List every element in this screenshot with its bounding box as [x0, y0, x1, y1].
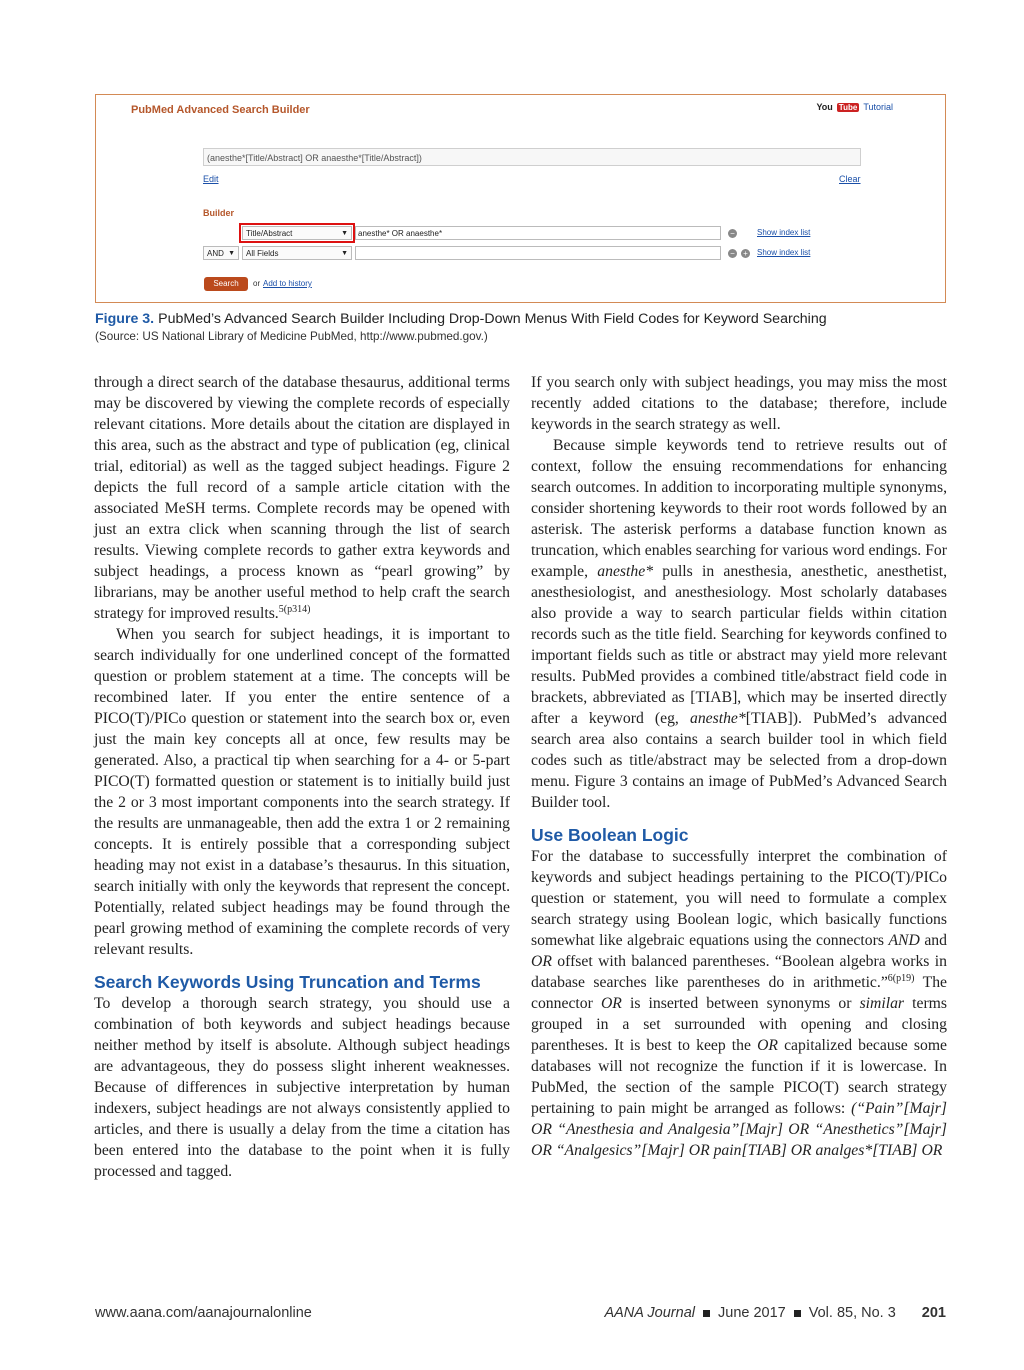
query-box[interactable]: (anesthe*[Title/Abstract] OR anaesthe*[Title/Abstract])	[203, 148, 861, 166]
paragraph-text: through a direct search of the database thesaurus, additional terms may be discovered by viewing the complete records of especially relevant citations. More details about the citation are displayed in this area, such as the abstract and type of publication (eg, clinical trial, editorial) as well as the tagged subject headings. Figure 2 depicts the full record of a sample article citation with the associated MeSH terms. Complete records may be opened with just an extra click when scanning through the list of search results. Viewing complete records to gather extra keywords and subject headings, a process known as “pearl growing” by librarians, may be another useful method to help craft the search strategy for improved results.	[94, 374, 510, 622]
footer-citation	[604, 1305, 946, 1321]
field-select-value: Title/Abstract	[246, 229, 293, 238]
footer-url: www.aana.com/aanajournalonline	[95, 1305, 312, 1321]
italic-term: anesthe*	[597, 563, 654, 580]
paragraph	[531, 435, 947, 813]
issue-date: June 2017	[718, 1305, 786, 1321]
square-separator-icon	[703, 1310, 710, 1317]
remove-row-icon[interactable]: −	[728, 229, 737, 238]
section-heading: Use Boolean Logic	[531, 825, 689, 845]
paragraph-text: For the database to successfully interpret the combination of keywords and subject headings pertaining to the PICO(T)/PICo question or statement, you will need to formulate a complex search strategy using Boolean logic, which basically functions somewhat like algebraic equations using the connectors	[531, 848, 947, 949]
paragraph	[531, 846, 947, 1161]
or-text: or	[253, 279, 261, 288]
caption-label: Figure 3.	[95, 311, 155, 327]
italic-term: OR	[757, 1037, 778, 1054]
citation-superscript: 5(p314)	[278, 603, 311, 615]
dropdown-caret-icon: ▼	[228, 250, 235, 257]
paragraph-text: offset with balanced parentheses. “Boolean algebra works in database searches like parentheses do in arithmetic.”	[531, 953, 947, 991]
journal-name: AANA Journal	[604, 1305, 695, 1321]
operator-select[interactable]	[203, 246, 239, 260]
section-heading: Search Keywords Using Truncation and Terms	[94, 972, 481, 992]
paragraph-text: pulls in anesthesia, anesthetic, anesthetist, anesthesiologist, and anesthesiology. Most scholarly databases also provide a way to search particular fields within citation records such as the title field. Searching for keywords confined to important fields such as title or abstract may yield more relevant results. PubMed provides a combined title/abstract field code in brackets, abbreviated as [TIAB], which may be inserted directly after a keyword (eg,	[531, 563, 947, 727]
figure-screenshot	[95, 94, 946, 303]
paragraph-text: and	[919, 932, 947, 949]
field-select-value: All Fields	[246, 249, 279, 258]
italic-term: anesthe*	[689, 710, 746, 727]
operator-value: AND	[207, 249, 224, 258]
tutorial-label: Tutorial	[863, 102, 893, 112]
field-select-row2[interactable]	[242, 246, 352, 260]
italic-term: similar	[859, 995, 905, 1012]
clear-link[interactable]: Clear	[839, 174, 861, 184]
paragraph-text: is inserted between synonyms or	[621, 995, 860, 1012]
add-row-icon[interactable]: +	[741, 249, 750, 258]
builder-label: Builder	[203, 208, 235, 218]
figure-caption	[95, 311, 955, 343]
show-index-link-row1[interactable]: Show index list	[757, 228, 811, 237]
paragraph: When you search for subject headings, it is important to search individually for one underlined concept of the formatted question or problem statement at a time. The concepts will be recombined later. If you enter the entire sentence of a PICO(T)/PICo question or statement into the search box or, even just the main key concepts all at once, few results may be generated. Also, a practical tip when searching for a 4- or 5-part PICO(T) formatted question or statement is to initially build just the 2 or 3 most important components into the search strategy. If the results are unmanageable, then add the extra 1 or 2 remaining concepts. It is entirely possible that a corresponding subject heading may not exist in a database’s thesaurus. In this situation, search initially with only the keywords that represent the concept. Potentially, related subject headings may be found through the pearl growing method of examining the complete records of very relevant results.	[94, 626, 510, 958]
volume-issue: Vol. 85, No. 3	[808, 1305, 896, 1321]
paragraph	[94, 372, 510, 624]
youtube-tutorial-link[interactable]	[816, 102, 893, 112]
italic-term: OR	[600, 995, 622, 1012]
builder-title: PubMed Advanced Search Builder	[131, 104, 310, 116]
italic-term: AND	[888, 932, 920, 949]
paragraph-text: [TIAB]). PubMed’s advanced search area also contains a search builder tool in which field codes such as title/abstract may be selected from a drop-down menu. Figure 3 contains an image of PubMed’s Advanced Search Builder tool.	[531, 710, 947, 811]
italic-term: OR	[531, 953, 552, 970]
citation-superscript: 6(p19)	[887, 972, 915, 984]
square-separator-icon	[794, 1310, 801, 1317]
youtube-logo-you: You	[816, 102, 833, 112]
term-input-row2[interactable]	[355, 246, 721, 260]
search-strategy-example: (“Pain”[Majr] OR “Anesthesia and Analgesia”[Majr] OR “Anesthetics”[Majr] OR “Analgesics”[Majr] OR pain[TIAB] OR analges*[TIAB] OR	[531, 1100, 947, 1159]
paragraph-text: The connector	[531, 974, 948, 1012]
search-button[interactable]: Search	[204, 277, 248, 291]
paragraph: If you search only with subject headings, you may miss the most recently added citations to the database; therefore, include keywords in the search strategy as well.	[531, 374, 947, 433]
right-column	[531, 372, 947, 1161]
edit-link[interactable]: Edit	[203, 174, 219, 184]
left-column	[94, 372, 510, 1182]
paragraph-text: Because simple keywords tend to retrieve results out of context, follow the ensuing recommendations for enhancing search outcomes. In addition to incorporating multiple synonyms, consider shortening keywords to their root words followed by an asterisk. The asterisk performs a database function known as truncation, which enables searching for various word endings. For example,	[531, 437, 947, 580]
dropdown-caret-icon: ▼	[341, 250, 348, 257]
add-to-history-link[interactable]: Add to history	[263, 279, 312, 288]
remove-row-icon[interactable]: −	[728, 249, 737, 258]
dropdown-caret-icon: ▼	[341, 230, 348, 237]
caption-main	[95, 311, 955, 327]
show-index-link-row2[interactable]: Show index list	[757, 248, 811, 257]
caption-text: PubMed’s Advanced Search Builder Including Drop-Down Menus With Field Codes for Keyword Searching	[158, 311, 827, 327]
paragraph: To develop a thorough search strategy, you should use a combination of both keywords and subject headings because neither method by itself is absolute. Although subject headings are advantageous, they do possess slight inherent weaknesses. Because of differences in subjective interpretation by human indexers, subject headings are not always consistently applied to articles, and there is usually a delay from the time a citation has been entered into the database to the point when it is fully processed and tagged.	[94, 995, 510, 1180]
term-input-row1[interactable]: anesthe* OR anaesthe*	[355, 226, 721, 240]
paragraph-text: terms grouped in a set surrounded with opening and closing parentheses. It is best to keep the	[531, 995, 947, 1054]
youtube-logo-tube: Tube	[838, 102, 858, 112]
caption-source: (Source: US National Library of Medicine PubMed, http://www.pubmed.gov.)	[95, 330, 488, 343]
paragraph-text: capitalized because some databases will not recognize the function if it is lowercase. In PubMed, the section of the sample PICO(T) search strategy pertaining to pain might be arranged as follows:	[531, 1037, 947, 1117]
page-number: 201	[921, 1305, 946, 1321]
field-select-row1[interactable]	[242, 226, 352, 240]
